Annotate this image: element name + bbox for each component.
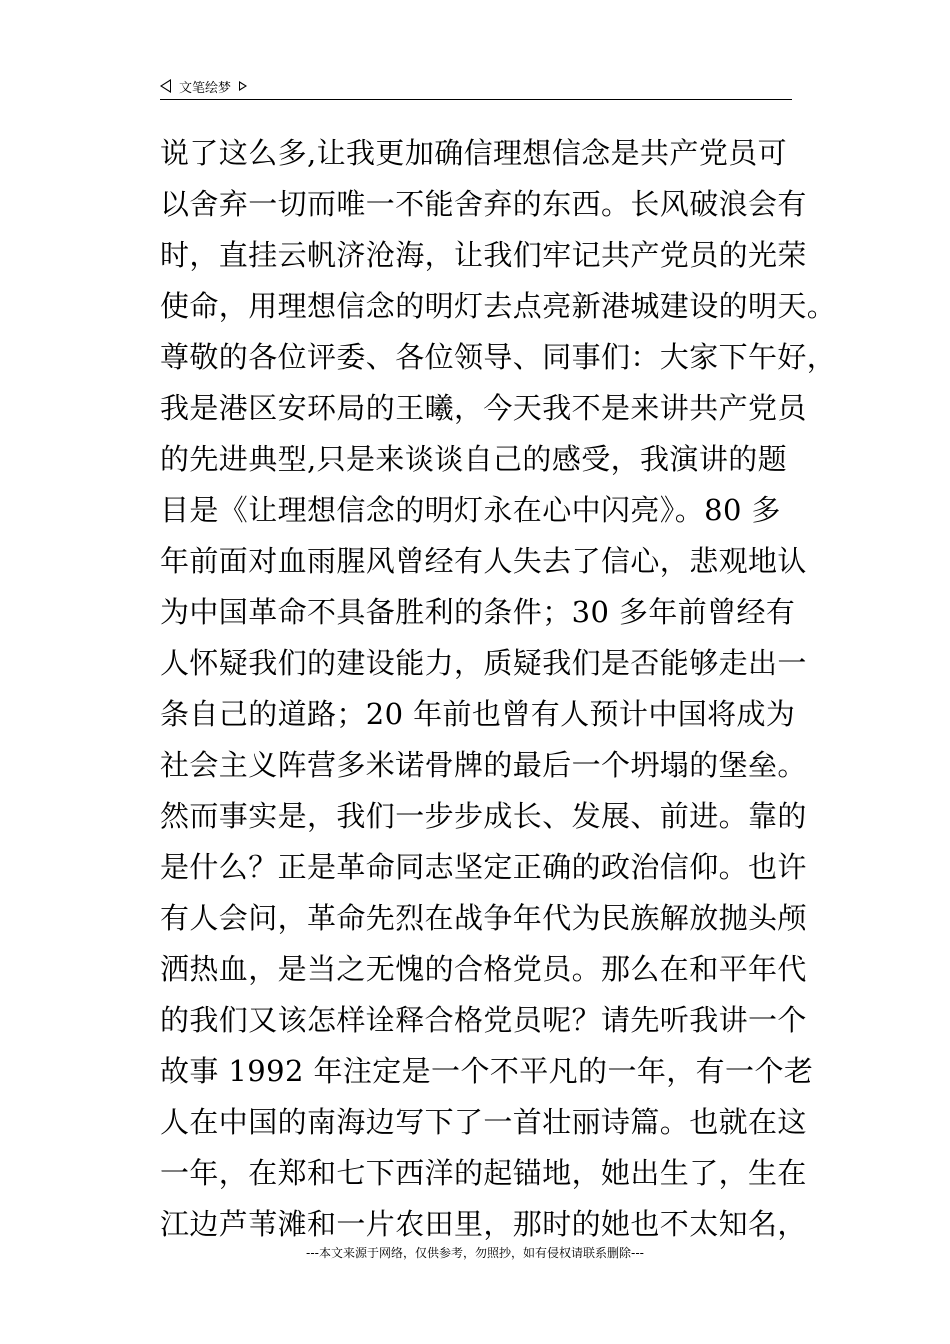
text-line: 说了这么多,让我更加确信理想信念是共产党员可 xyxy=(160,136,788,170)
text-line: 洒热血，是当之无愧的合格党员。那么在和平年代 xyxy=(160,952,807,986)
text-line: 社会主义阵营多米诺骨牌的最后一个坍塌的堡垒。 xyxy=(160,748,807,782)
document-body xyxy=(160,128,837,1250)
text-line: 然而事实是，我们一步步成长、发展、前进。靠的 xyxy=(160,799,807,833)
triangle-left-icon xyxy=(160,79,171,93)
text-line: 条自己的道路；20 年前也曾有人预计中国将成为 xyxy=(160,697,796,731)
header-divider xyxy=(160,99,792,100)
text-line: 有人会问，革命先烈在战争年代为民族解放抛头颅 xyxy=(160,901,807,935)
footer-disclaimer: ---本文来源于网络，仅供参考，勿照抄，如有侵权请联系删除--- xyxy=(306,1246,644,1260)
text-line: 我是港区安环局的王曦，今天我不是来讲共产党员 xyxy=(160,391,807,425)
text-line: 年前面对血雨腥风曾经有人失去了信心，悲观地认 xyxy=(160,544,807,578)
text-line: 为中国革命不具备胜利的条件；30 多年前曾经有 xyxy=(160,595,796,629)
text-line: 尊敬的各位评委、各位领导、同事们：大家下午好， xyxy=(160,340,837,374)
text-line: 以舍弃一切而唯一不能舍弃的东西。长风破浪会有 xyxy=(160,187,807,221)
header-title: 文笔绘梦 xyxy=(179,80,232,96)
text-line: 的我们又该怎样诠释合格党员呢？请先听我讲一个 xyxy=(160,1003,807,1037)
text-line: 一年，在郑和七下西洋的起锚地，她出生了，生在 xyxy=(160,1156,807,1190)
text-line: 目是《让理想信念的明灯永在心中闪亮》。80 多 xyxy=(160,493,781,527)
text-line: 是什么？正是革命同志坚定正确的政治信仰。也许 xyxy=(160,850,807,884)
text-line: 人在中国的南海边写下了一首壮丽诗篇。也就在这 xyxy=(160,1105,807,1139)
text-line: 人怀疑我们的建设能力，质疑我们是否能够走出一 xyxy=(160,646,807,680)
text-line: 使命，用理想信念的明灯去点亮新港城建设的明天。 xyxy=(160,289,837,323)
text-line: 的先进典型,只是来谈谈自己的感受，我演讲的题 xyxy=(160,442,788,476)
triangle-right-icon xyxy=(239,81,247,91)
text-line: 时，直挂云帆济沧海，让我们牢记共产党员的光荣 xyxy=(160,238,807,272)
text-line: 江边芦苇滩和一片农田里，那时的她也不太知名， xyxy=(160,1207,807,1241)
text-line: 故事 1992 年注定是一个不平凡的一年，有一个老 xyxy=(160,1054,814,1088)
page-header xyxy=(160,74,792,98)
